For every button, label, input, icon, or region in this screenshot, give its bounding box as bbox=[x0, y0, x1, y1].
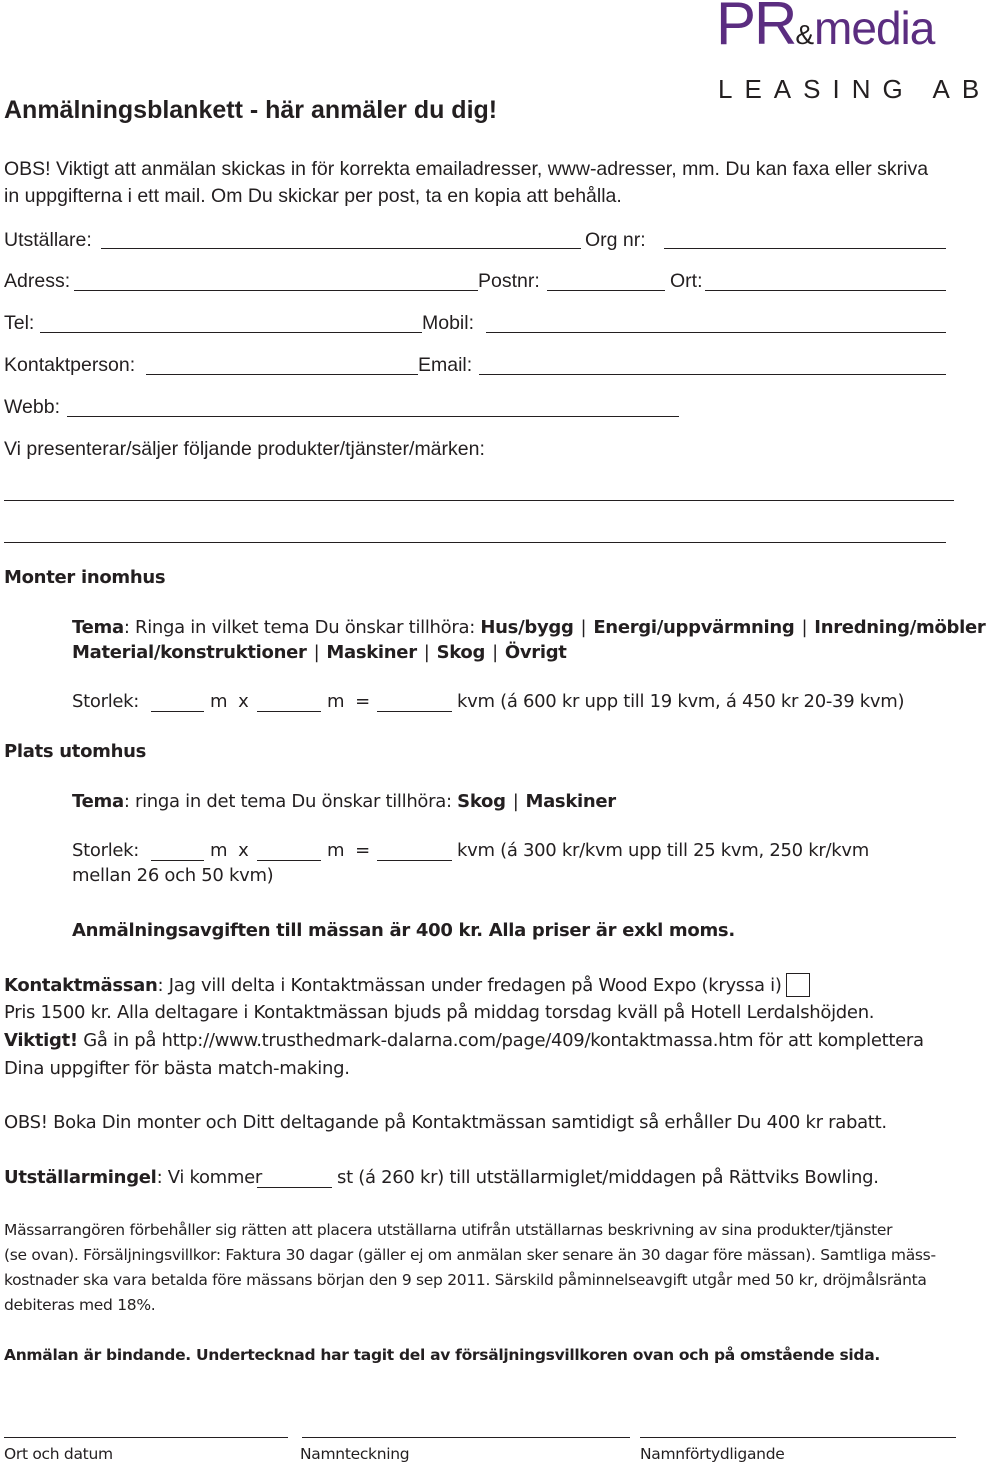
mobil-field[interactable] bbox=[486, 332, 946, 333]
binding-text: Anmälan är bindande. Undertecknad har tagit del av försäljningsvillkoren ovan och på omstående sida. bbox=[4, 1346, 880, 1364]
mingel-line bbox=[4, 1167, 262, 1188]
page-title: Anmälningsblankett - här anmäler du dig! bbox=[4, 96, 498, 124]
option-inredning[interactable]: Inredning/möbler bbox=[814, 617, 986, 638]
adress-label: Adress: bbox=[4, 270, 71, 292]
mingel-label: Utställarmingel bbox=[4, 1167, 157, 1188]
option-maskiner[interactable]: Maskiner bbox=[326, 642, 417, 663]
signature-label-sign: Namnteckning bbox=[300, 1445, 410, 1463]
fee-text: Anmälningsavgiften till mässan är 400 kr. Alla priser är exkl moms. bbox=[72, 920, 735, 941]
logo-amp: & bbox=[795, 19, 815, 50]
adress-field[interactable] bbox=[74, 290, 478, 291]
webb-label: Webb: bbox=[4, 396, 61, 418]
plats-width-field[interactable] bbox=[151, 860, 204, 861]
monter-heading: Monter inomhus bbox=[4, 567, 166, 588]
signature-line-name[interactable] bbox=[640, 1437, 956, 1438]
mingel-text-1: : Vi kommer bbox=[156, 1167, 263, 1188]
option-hus-bygg[interactable]: Hus/bygg bbox=[480, 617, 574, 638]
signature-line-sign[interactable] bbox=[302, 1437, 630, 1438]
tel-field[interactable] bbox=[40, 332, 422, 333]
utstallare-label: Utställare: bbox=[4, 229, 92, 251]
terms-line-1: Mässarrangören förbehåller sig rätten att placera utställarna utifrån utställarnas beskrivning av sina produkter/tjänster bbox=[4, 1221, 893, 1239]
kontaktperson-field[interactable] bbox=[146, 374, 418, 375]
produkter-field-1[interactable] bbox=[4, 500, 954, 501]
obs-rabatt: OBS! Boka Din monter och Ditt deltagande på Kontaktmässan samtidigt så erhåller Du 400 kr rabatt. bbox=[4, 1112, 887, 1133]
ort-field[interactable] bbox=[705, 290, 946, 291]
email-field[interactable] bbox=[479, 374, 946, 375]
logo-pr: PR bbox=[716, 0, 796, 57]
plats-price-1: kvm (á 300 kr/kvm upp till 25 kvm, 250 kr/kvm bbox=[457, 840, 869, 861]
mobil-label: Mobil: bbox=[422, 312, 475, 334]
kontaktmassan-line-2: Pris 1500 kr. Alla deltagare i Kontaktmässan bjuds på middag torsdag kväll på Hotell Lerdalshöjden. bbox=[4, 1002, 875, 1023]
produkter-label: Vi presenterar/säljer följande produkter/tjänster/märken: bbox=[4, 438, 485, 460]
monter-storlek-label: Storlek: bbox=[72, 691, 140, 712]
company-logo bbox=[716, 0, 991, 104]
signature-label-date: Ort och datum bbox=[4, 1445, 113, 1463]
monter-width-field[interactable] bbox=[151, 711, 204, 712]
postnr-field[interactable] bbox=[547, 290, 665, 291]
viktigt-text: Gå in på http://www.trusthedmark-dalarna.com/page/409/kontaktmassa.htm för att komplettera bbox=[77, 1030, 924, 1051]
monter-m-eq: m = bbox=[327, 691, 370, 712]
monter-tema-line-2: Material/konstruktioner | Maskiner | Skog | Övrigt bbox=[72, 642, 567, 663]
logo-subtitle: LEASING AB bbox=[718, 74, 991, 104]
plats-tema-text: : ringa in det tema Du önskar tillhöra: bbox=[123, 791, 458, 812]
ort-label: Ort: bbox=[670, 270, 703, 292]
intro-line-1: OBS! Viktigt att anmälan skickas in för korrekta emailadresser, www-adresser, mm. Du kan faxa eller skriva bbox=[4, 158, 929, 180]
plats-tema-label: Tema bbox=[72, 791, 124, 812]
tel-label: Tel: bbox=[4, 312, 35, 334]
monter-depth-field[interactable] bbox=[257, 711, 321, 712]
plats-tema-line: Tema: ringa in det tema Du önskar tillhöra: Skog | Maskiner bbox=[72, 791, 616, 812]
kontaktmassan-text: : Jag vill delta i Kontaktmässan under fredagen på Wood Expo (kryssa i) bbox=[157, 975, 782, 996]
signature-label-name: Namnförtydligande bbox=[640, 1445, 785, 1463]
monter-price: kvm (á 600 kr upp till 19 kvm, á 450 kr 20-39 kvm) bbox=[457, 691, 905, 712]
option-material[interactable]: Material/konstruktioner bbox=[72, 642, 307, 663]
option-skog[interactable]: Skog bbox=[436, 642, 486, 663]
intro-line-2: in uppgifterna i ett mail. Om Du skickar per post, ta en kopia att behålla. bbox=[4, 185, 622, 207]
orgnr-label: Org nr: bbox=[585, 229, 646, 251]
kontaktmassan-line-1 bbox=[4, 975, 782, 996]
viktigt-label: Viktigt! bbox=[4, 1030, 78, 1051]
signature-line-date[interactable] bbox=[4, 1437, 288, 1438]
produkter-field-2[interactable] bbox=[4, 542, 946, 543]
kontaktmassan-checkbox[interactable] bbox=[786, 973, 810, 997]
terms-line-3: kostnader ska vara betalda före mässans början den 9 sep 2011. Särskild påminnelseavgift utgår med 50 kr, dröjmålsränta bbox=[4, 1271, 927, 1289]
mingel-count-field[interactable] bbox=[257, 1187, 332, 1188]
postnr-label: Postnr: bbox=[478, 270, 540, 292]
plats-m-eq: m = bbox=[327, 840, 370, 861]
plats-option-skog[interactable]: Skog bbox=[457, 791, 506, 812]
plats-price-2: mellan 26 och 50 kvm) bbox=[72, 865, 274, 886]
kontaktmassan-line-4: Dina uppgifter för bästa match-making. bbox=[4, 1058, 350, 1079]
orgnr-field[interactable] bbox=[664, 248, 946, 249]
terms-line-4: debiteras med 18%. bbox=[4, 1296, 156, 1314]
plats-option-maskiner[interactable]: Maskiner bbox=[525, 791, 616, 812]
plats-m-x: m x bbox=[210, 840, 249, 861]
plats-heading: Plats utomhus bbox=[4, 741, 147, 762]
monter-tema-text: : Ringa in vilket tema Du önskar tillhöra: bbox=[123, 617, 481, 638]
plats-depth-field[interactable] bbox=[257, 860, 321, 861]
monter-tema-label: Tema bbox=[72, 617, 124, 638]
terms-line-2: (se ovan). Försäljningsvillkor: Faktura 30 dagar (gäller ej om anmälan sker senare än 30 dagar före mässan). Samtliga mäss- bbox=[4, 1246, 936, 1264]
monter-area-field[interactable] bbox=[377, 711, 452, 712]
kontaktmassan-label: Kontaktmässan bbox=[4, 975, 158, 996]
plats-storlek-label: Storlek: bbox=[72, 840, 140, 861]
kontaktperson-label: Kontaktperson: bbox=[4, 354, 136, 376]
utstallare-field[interactable] bbox=[101, 248, 581, 249]
logo-media: media bbox=[814, 2, 935, 54]
option-ovrigt[interactable]: Övrigt bbox=[504, 642, 567, 663]
email-label: Email: bbox=[418, 354, 473, 376]
plats-area-field[interactable] bbox=[377, 860, 452, 861]
mingel-text-2: st (á 260 kr) till utställarmiglet/middagen på Rättviks Bowling. bbox=[337, 1167, 879, 1188]
monter-m-x: m x bbox=[210, 691, 249, 712]
kontaktmassan-line-3 bbox=[4, 1030, 924, 1051]
monter-tema-line-1: Tema: Ringa in vilket tema Du önskar tillhöra: Hus/bygg | Energi/uppvärmning | Inredning/möbler bbox=[72, 617, 986, 638]
webb-field[interactable] bbox=[67, 416, 679, 417]
option-energi[interactable]: Energi/uppvärmning bbox=[593, 617, 795, 638]
